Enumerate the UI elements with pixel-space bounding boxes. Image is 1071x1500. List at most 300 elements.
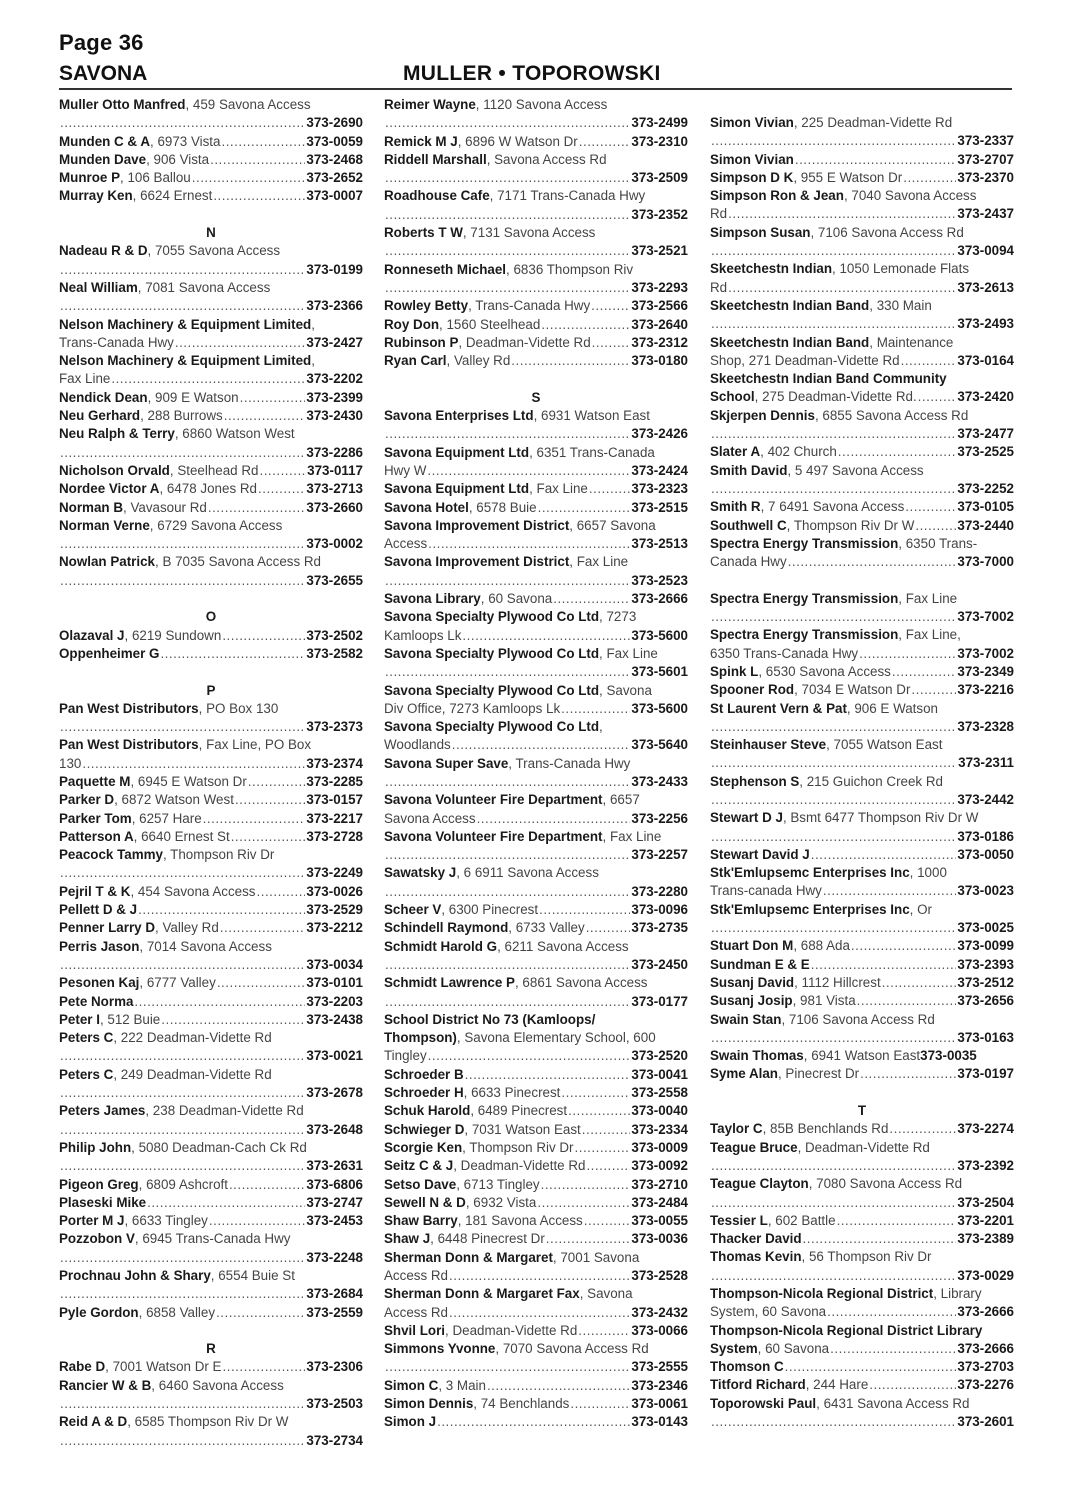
listing-entry — [384, 901, 688, 919]
listing-name: Stk'Emlupsemc Enterprises Inc — [710, 865, 910, 881]
listing-line — [384, 334, 688, 352]
dot-leader — [385, 279, 630, 297]
listing-entry — [384, 1084, 688, 1102]
listing-address: , 6351 Trans-Canada — [529, 444, 655, 460]
phone-number: 373-2306 — [306, 1359, 363, 1375]
listing-name: Toporowski Paul — [710, 1395, 817, 1411]
listing-text — [59, 370, 110, 388]
listing-address: , Deadman-Vidette Rd — [458, 334, 591, 350]
dot-leader — [240, 389, 306, 407]
listing-address: , 6809 Ashcroft — [138, 1176, 228, 1192]
listing-line — [59, 499, 363, 517]
phone-number: 373-0050 — [957, 846, 1014, 862]
listing-line — [384, 645, 688, 663]
listing-text — [710, 1047, 920, 1065]
phone-number: 373-0007 — [306, 188, 363, 204]
dot-leader — [210, 151, 305, 169]
listing-line — [710, 626, 1014, 644]
listing-address: , 512 Buie — [99, 1011, 161, 1027]
dot-leader — [60, 1047, 305, 1065]
phone-number: 373-2666 — [631, 591, 688, 607]
dot-leader — [147, 1194, 305, 1212]
listing-name: Savona Specialty Plywood Co Ltd — [384, 719, 600, 735]
phone-number: 373-0101 — [306, 975, 363, 991]
listing-entry — [710, 297, 1014, 334]
listing-text — [384, 1230, 545, 1248]
listing-text — [710, 1358, 784, 1376]
listing-text — [384, 1377, 486, 1395]
section-letter: P — [206, 682, 216, 698]
listing-name: Neu Ralph & Terry — [59, 426, 175, 442]
listing-address: , 6257 Hare — [131, 810, 202, 826]
listing-address: , 7 6491 Savona Access — [760, 499, 905, 515]
listing-entry — [710, 1120, 1014, 1138]
listing-name: Thomson C — [710, 1359, 784, 1375]
listing-entry — [710, 187, 1014, 224]
listing-name: Skeetchestn Indian Band — [710, 334, 870, 350]
listing-address: , 7001 Watson Dr E — [105, 1359, 222, 1375]
listing-name: Titford Richard — [710, 1377, 806, 1393]
listing-text — [59, 462, 258, 480]
listing-name: Smith R — [710, 499, 761, 515]
dot-leader — [82, 755, 305, 773]
listing-line — [59, 1285, 363, 1303]
listing-line — [384, 462, 688, 480]
listing-line — [384, 828, 688, 846]
phone-number: 373-0025 — [957, 920, 1014, 936]
phone-number: 373-2656 — [957, 993, 1014, 1009]
listing-address: , Savona Elementary School, 600 — [456, 1030, 656, 1046]
phone-number: 373-2502 — [306, 627, 363, 643]
listing-line — [384, 590, 688, 608]
listing-entry — [710, 663, 1014, 681]
listing-name: Schwieger D — [384, 1121, 465, 1137]
phone-number: 373-7000 — [957, 554, 1014, 570]
listing-name: Schroeder H — [384, 1085, 464, 1101]
listing-line — [710, 1011, 1014, 1029]
listing-line — [59, 1395, 363, 1413]
listing-entry — [59, 938, 363, 975]
phone-number: 373-2520 — [631, 1048, 688, 1064]
listing-line — [710, 1047, 1014, 1065]
listing-address: , 6460 Savona Access — [151, 1377, 284, 1393]
listing-line — [384, 316, 688, 334]
listing-text — [710, 553, 787, 571]
listing-address: , 7040 Savona Access — [843, 188, 977, 204]
listing-name: Susanj Josip — [710, 993, 793, 1009]
listing-entry — [384, 828, 688, 865]
listing-line — [710, 1395, 1014, 1413]
listing-entry — [59, 791, 363, 809]
dot-leader — [385, 663, 630, 681]
listing-text — [59, 755, 81, 773]
listing-line — [384, 1047, 688, 1065]
listing-entry — [59, 517, 363, 554]
listing-address: , Fax Line — [599, 645, 658, 661]
listing-address: , 56 Thompson Riv Dr — [801, 1249, 932, 1265]
listing-name: Shvil Lori — [384, 1322, 446, 1338]
listing-address: , — [311, 316, 315, 332]
listing-address: , 6777 Valley — [139, 975, 216, 991]
listing-line — [59, 828, 363, 846]
listing-text — [59, 1176, 228, 1194]
dot-leader — [803, 1230, 957, 1248]
phone-number: 373-0094 — [957, 243, 1014, 259]
listing-address: , 7031 Watson East — [464, 1121, 581, 1137]
listing-line — [384, 755, 688, 773]
phone-number: 373-2558 — [631, 1085, 688, 1101]
listing-entry — [384, 151, 688, 188]
listing-name: Roberts T W — [384, 225, 463, 241]
listing-name: Savona Equipment Ltd — [384, 444, 530, 460]
phone-number: 373-0092 — [631, 1158, 688, 1174]
listing-text — [710, 517, 914, 535]
listing-name: Pellett D & J — [59, 902, 138, 918]
listing-text — [59, 1304, 215, 1322]
listing-address: , Trans-Canada Hwy — [468, 298, 591, 314]
listing-line — [59, 444, 363, 462]
listing-text — [59, 919, 219, 937]
listing-line — [384, 608, 688, 626]
listing-entry — [59, 919, 363, 937]
listing-address: , Fax Line — [529, 481, 588, 497]
listing-line — [59, 572, 363, 590]
phone-number: 373-0041 — [631, 1066, 688, 1082]
phone-number: 373-2582 — [306, 645, 363, 661]
listing-name: Spectra Energy Transmission — [710, 535, 899, 551]
dot-leader — [60, 572, 305, 590]
listing-address-cont: Canada Hwy — [710, 554, 787, 570]
listing-address: , Trans-Canada Hwy — [508, 755, 631, 771]
listing-name: Rabe D — [59, 1359, 106, 1375]
listing-name: Schmidt Harold G — [384, 938, 498, 954]
phone-number: 373-2352 — [631, 206, 688, 222]
listing-text — [59, 773, 247, 791]
listing-text — [384, 535, 427, 553]
listing-name: Savona Library — [384, 591, 481, 607]
listing-address-cont: Rd — [710, 206, 728, 222]
listing-address: , 1560 Steelhead — [439, 316, 541, 332]
listing-name: Spectra Energy Transmission — [710, 590, 899, 606]
listing-name: Skeetchestn Indian Band Community — [710, 371, 947, 387]
listing-line — [384, 938, 688, 956]
listing-address: , 6554 Buie St — [210, 1268, 295, 1283]
listing-line — [710, 645, 1014, 663]
listing-entry — [59, 499, 363, 517]
listing-entry — [710, 736, 1014, 773]
listing-address: , Deadman-Vidette Rd — [453, 1158, 586, 1174]
listing-text — [384, 1413, 436, 1431]
listing-name: Simon Vivian — [710, 151, 794, 167]
phone-number: 373-2453 — [306, 1213, 363, 1229]
listing-entry — [384, 864, 688, 901]
listing-entry — [710, 809, 1014, 846]
listing-line — [710, 334, 1014, 352]
listing-text — [384, 919, 585, 937]
phone-number: 373-0036 — [631, 1231, 688, 1247]
listing-column-1 — [59, 96, 363, 1450]
listing-address: , 909 E Watson — [147, 389, 239, 405]
listing-text — [384, 1267, 448, 1285]
listing-text — [59, 810, 202, 828]
dot-leader — [586, 1157, 630, 1175]
listing-name: Remick M J — [384, 133, 458, 149]
listing-name: Skeetchestn Indian Band — [710, 297, 870, 313]
listing-entry — [710, 1047, 1014, 1065]
listing-line — [710, 352, 1014, 370]
listing-entry — [384, 974, 688, 1011]
listing-entry — [59, 901, 363, 919]
listing-address: , 402 Church — [760, 444, 837, 460]
listing-address: , 981 Vista — [792, 993, 856, 1009]
dot-leader — [203, 810, 306, 828]
listing-line — [59, 517, 363, 535]
phone-number: 373-2430 — [306, 408, 363, 424]
listing-text — [384, 810, 476, 828]
listing-entry — [59, 1066, 363, 1103]
listing-line — [384, 974, 688, 992]
listing-line — [59, 425, 363, 443]
listing-entry — [710, 370, 1014, 407]
listing-address: , 7106 Savona Access Rd — [781, 1011, 935, 1027]
listing-address: , 6973 Vista — [150, 133, 221, 149]
listing-line — [384, 810, 688, 828]
listing-line — [59, 919, 363, 937]
listing-entry — [59, 993, 363, 1011]
listing-name: Pozzobon V — [59, 1231, 135, 1247]
dot-leader — [248, 773, 306, 791]
dot-leader — [838, 443, 957, 461]
phone-number: 373-2328 — [957, 718, 1014, 734]
listing-entry — [710, 224, 1014, 261]
phone-number: 373-2433 — [631, 773, 688, 789]
listing-line — [710, 1340, 1014, 1358]
listing-address-cont: Trans-canada Hwy — [710, 883, 822, 899]
dot-leader — [60, 1084, 305, 1102]
listing-line — [384, 993, 688, 1011]
listing-address: , 7014 Savona Access — [139, 938, 272, 954]
listing-name: Stewart D J — [710, 810, 783, 826]
listing-line — [384, 1029, 688, 1047]
listing-name: Riddell Marshall — [384, 151, 487, 167]
listing-text — [710, 1303, 826, 1321]
listing-address: , 6489 Pinecrest — [470, 1103, 568, 1119]
listing-entry — [384, 1212, 688, 1230]
dot-leader — [915, 517, 956, 535]
dot-leader — [823, 882, 957, 900]
listing-address: , 60 Savona — [757, 1340, 830, 1356]
listing-address-cont: System, 60 Savona — [710, 1304, 827, 1320]
listing-entry — [710, 1322, 1014, 1359]
listing-name: Smith David — [710, 462, 788, 478]
dot-leader — [385, 993, 630, 1011]
listing-address: , 6 6911 Savona Access — [456, 865, 599, 881]
listing-name: Tessier L — [710, 1212, 768, 1228]
listing-address-cont: Tingley — [384, 1048, 427, 1064]
listing-line — [384, 187, 688, 205]
listing-name: Skjerpen Dennis — [710, 407, 815, 423]
listing-line — [384, 151, 688, 169]
listing-line — [384, 535, 688, 553]
listing-text — [384, 1322, 577, 1340]
listing-line — [710, 425, 1014, 443]
listing-entry — [59, 1413, 363, 1450]
dot-leader — [487, 1377, 630, 1395]
listing-line — [710, 937, 1014, 955]
listing-line — [710, 151, 1014, 169]
listing-name: Thompson-Nicola Regional District Library — [710, 1322, 983, 1338]
phone-number: 373-0059 — [306, 133, 363, 149]
dot-leader — [60, 1121, 305, 1139]
listing-entry — [384, 590, 688, 608]
listing-address: , 6640 Ernest St — [133, 828, 230, 844]
listing-address: , 7034 E Watson Dr — [794, 682, 911, 698]
dot-leader — [217, 974, 306, 992]
listing-line — [384, 407, 688, 425]
phone-number: 373-2346 — [631, 1377, 688, 1393]
dot-leader — [911, 681, 956, 699]
phone-number: 373-2513 — [631, 536, 688, 552]
listing-name: Pan West Distributors — [59, 700, 199, 716]
phone-number: 373-2311 — [958, 755, 1014, 771]
listing-name: Savona Volunteer Fire Department — [384, 792, 603, 808]
listing-entry — [384, 1066, 688, 1084]
listing-address: , 5080 Deadman-Cach Ck Rd — [131, 1139, 307, 1155]
listing-entry — [59, 828, 363, 846]
listing-line — [710, 864, 1014, 882]
listing-line — [59, 334, 363, 352]
listing-line — [710, 828, 1014, 846]
phone-number: 373-2389 — [957, 1231, 1014, 1247]
listing-line — [710, 974, 1014, 992]
dot-leader — [537, 1194, 630, 1212]
phone-number: 373-2735 — [631, 920, 688, 936]
listing-line — [59, 1139, 363, 1157]
phone-number: 373-2660 — [306, 499, 363, 515]
listing-text — [384, 1304, 448, 1322]
phone-number: 373-6806 — [306, 1176, 363, 1192]
dot-leader — [711, 315, 956, 333]
listing-address: , Valley Rd — [155, 920, 219, 936]
listing-address: , 6932 Vista — [465, 1194, 537, 1210]
listing-name: Savona Improvement District — [384, 554, 570, 570]
listing-line — [59, 938, 363, 956]
listing-address: , 215 Guichon Creek Rd — [799, 773, 943, 789]
listing-name: Simon C — [384, 1377, 439, 1393]
listing-address: , 6300 Pinecrest — [441, 902, 539, 918]
listing-line — [59, 242, 363, 260]
listing-line — [384, 297, 688, 315]
listing-name: Pigeon Greg — [59, 1176, 139, 1192]
phone-number: 373-2499 — [631, 115, 688, 131]
listing-address-cont: Rd — [710, 279, 728, 295]
listing-name: Nicholson Orvald — [59, 462, 170, 478]
phone-number: 373-2424 — [631, 462, 688, 478]
listing-line — [59, 1011, 363, 1029]
dot-leader — [60, 444, 305, 462]
listing-entry — [710, 407, 1014, 444]
phone-number: 373-2285 — [306, 773, 363, 789]
listing-entry — [59, 151, 363, 169]
listing-entry — [59, 389, 363, 407]
listing-address: , 906 E Watson — [846, 700, 938, 716]
listing-address: , 6657 Savona — [569, 517, 656, 533]
listing-entry — [59, 1102, 363, 1139]
phone-number: 373-2504 — [957, 1194, 1014, 1210]
listing-line — [710, 956, 1014, 974]
listing-line — [710, 1413, 1014, 1431]
listing-entry — [59, 352, 363, 389]
dot-leader — [711, 132, 956, 150]
listing-line — [384, 718, 688, 736]
phone-number: 373-2274 — [957, 1121, 1014, 1137]
listing-line — [59, 553, 363, 571]
listing-entry — [710, 937, 1014, 955]
dot-leader — [385, 425, 630, 443]
dot-leader — [857, 992, 957, 1010]
listing-line — [710, 169, 1014, 187]
listing-entry — [59, 700, 363, 737]
listing-address: , 6860 Watson West — [174, 426, 295, 442]
listing-name: Savona Hotel — [384, 499, 469, 515]
dot-leader — [428, 535, 630, 553]
listing-address-cont: Fax Line — [59, 371, 111, 387]
dot-leader — [385, 114, 630, 132]
listing-address-cont: Hwy W — [384, 462, 427, 478]
listing-text — [710, 1376, 868, 1394]
dot-leader — [385, 846, 630, 864]
listing-line — [59, 1157, 363, 1175]
listing-text — [384, 1194, 536, 1212]
listing-name: Susanj David — [710, 974, 795, 990]
dot-leader — [892, 663, 957, 681]
name-range-heading: MULLER • TOPOROWSKI — [403, 62, 661, 85]
town-heading: SAVONA — [59, 62, 148, 85]
phone-number: 373-7002 — [957, 609, 1014, 625]
listing-text — [384, 1121, 581, 1139]
listing-line — [710, 1029, 1014, 1047]
dot-leader — [905, 498, 956, 516]
listing-line — [59, 1194, 363, 1212]
listing-line — [710, 1212, 1014, 1230]
listing-entry — [384, 297, 688, 315]
listing-line — [710, 535, 1014, 553]
phone-number: 373-2678 — [306, 1085, 363, 1101]
dot-leader — [553, 590, 630, 608]
listing-line — [59, 407, 363, 425]
listing-entry — [710, 498, 1014, 516]
listing-address: , Thompson Riv Dr — [162, 847, 275, 863]
listing-address: , — [599, 719, 603, 735]
listing-text — [710, 443, 837, 461]
listing-text — [710, 151, 794, 169]
listing-line — [710, 608, 1014, 626]
listing-text — [384, 316, 540, 334]
phone-number: 373-0096 — [631, 902, 688, 918]
listing-name: Thacker David — [710, 1231, 802, 1247]
dot-leader — [788, 553, 957, 571]
listing-address: , Valley Rd — [446, 353, 511, 369]
listing-line — [710, 700, 1014, 718]
listing-address: , Fax Line — [898, 590, 958, 606]
listing-text — [384, 736, 451, 754]
listing-line — [710, 480, 1014, 498]
listing-name-cont: School — [710, 389, 755, 405]
dot-leader — [222, 627, 305, 645]
listing-entry — [710, 846, 1014, 864]
listing-line — [59, 627, 363, 645]
dot-leader — [711, 718, 956, 736]
